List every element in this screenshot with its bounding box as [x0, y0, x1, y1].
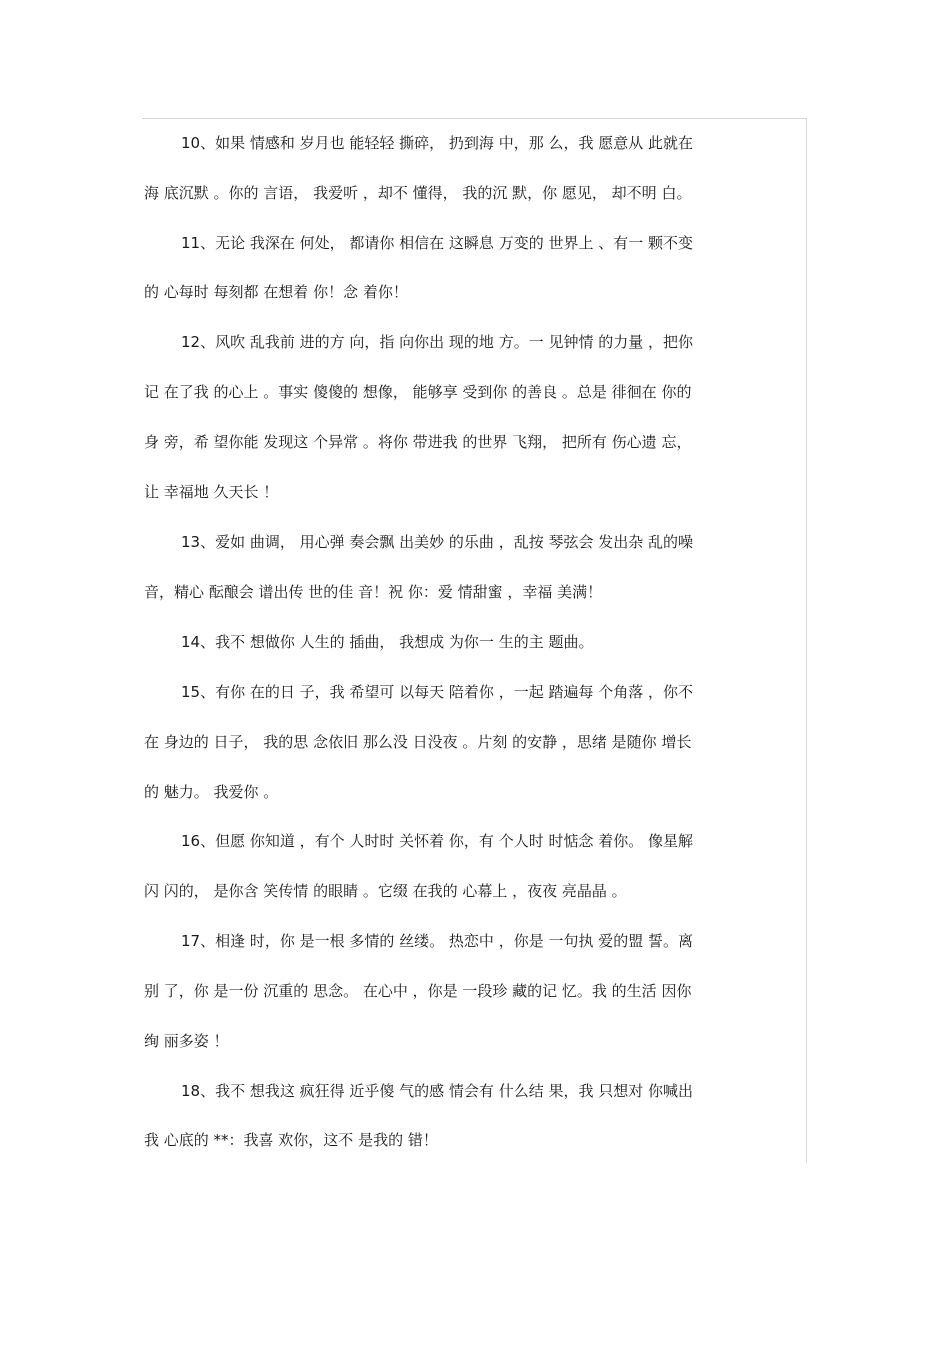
text-line: 绚 丽多姿 ！: [144, 1032, 229, 1050]
text-line: 13、爱如 曲调， 用心弹 奏会飘 出美妙 的乐曲 ，乱按 琴弦会 发出杂 乱的噪: [181, 533, 694, 551]
text-line: 闪 闪的， 是你含 笑传情 的眼睛 。它缀 在我的 心幕上 ，夜夜 亮晶晶 。: [144, 882, 627, 900]
text-line: 身 旁，希 望你能 发现这 个异常 。将你 带进我 的世界 飞翔， 把所有 伤心遗 忘，: [144, 433, 692, 451]
text-line: 记 在了我 的心上 。事实 傻傻的 想像， 能够享 受到你 的善良 。总是 徘徊在 你的: [144, 383, 692, 401]
text-line: 15、有你 在的日 子，我 希望可 以每天 陪着你 ，一起 踏遍每 个角落 ，你不: [181, 683, 694, 701]
text-line: 别 了，你 是一份 沉重的 思念。 在心中 ，你是 一段珍 藏的记 忆。我 的生活 因你: [144, 982, 692, 1000]
text-line: 音，精心 酝酿会 谱出传 世的佳 音！祝 你：爱 情甜蜜 ，幸福 美满！: [144, 583, 603, 601]
text-line: 12、风吹 乱我前 进的方 向，指 向你出 现的地 方。一 见钟情 的力量 ，把你: [181, 333, 694, 351]
text-line: 海 底沉默 。你的 言语， 我爱听 ，却不 懂得， 我的沉 默，你 愿见， 却不明 白。: [144, 184, 692, 202]
text-line: 我 心底的 **：我喜 欢你，这不 是我的 错！: [144, 1131, 438, 1149]
text-line: 10、如果 情感和 岁月也 能轻轻 撕碎， 扔到海 中，那 么，我 愿意从 此就在: [181, 134, 694, 152]
text-line: 的 心每时 每刻都 在想着 你！念 着你！: [144, 283, 408, 301]
text-line: 让 幸福地 久天长 ！: [144, 483, 279, 501]
text-line: 18、我不 想我这 疯狂得 近乎傻 气的感 情会有 什么结 果，我 只想对 你喊出: [181, 1082, 694, 1100]
text-line: 11、无论 我深在 何处， 都请你 相信在 这瞬息 万变的 世界上 、有一 颗不变: [181, 234, 694, 252]
text-line: 16、但愿 你知道 ，有个 人时时 关怀着 你，有 个人时 时惦念 着你。 像星解: [181, 832, 694, 850]
text-line: 的 魅力。 我爱你 。: [144, 783, 279, 801]
text-line: 17、相逢 时，你 是一根 多情的 丝缕。 热恋中 ，你是 一句执 爱的盟 誓。离: [181, 932, 694, 950]
text-line: 在 身边的 日子， 我的思 念依旧 那么没 日没夜 。片刻 的安静 ，思绪 是随你 增长: [144, 733, 692, 751]
text-line: 14、我不 想做你 人生的 插曲， 我想成 为你一 生的主 题曲。: [181, 633, 594, 651]
